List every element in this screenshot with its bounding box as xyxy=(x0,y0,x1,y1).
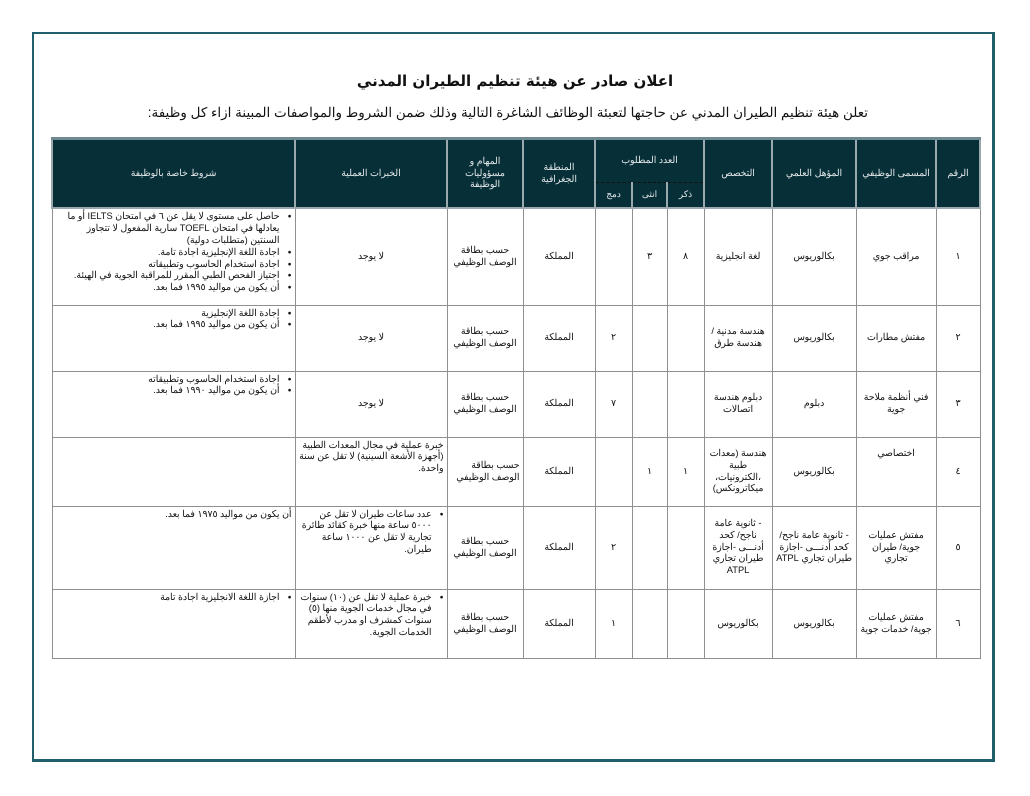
cell-specialization: - ثانوية عامة ناجح/ كحد أدنـــى -اجازة طيران تجاري ATPL xyxy=(704,506,772,589)
experience-list xyxy=(299,592,444,640)
cell-experience: خبرة عملية في مجال المعدات الطبية (أجهزة الأشعة السينية) لا تقل عن سنة واحدة. xyxy=(295,437,447,506)
condition-item: ● أن يكون من مواليد ١٩٩٠ فما بعد. xyxy=(56,385,280,397)
cell-region: المملكة xyxy=(523,371,595,437)
condition-item: ● اجادة استخدام الحاسوب وتطبيقاته xyxy=(56,374,280,386)
experience-item: ● خبرة عملية لا تقل عن (١٠) سنوات في مجال خدمات الجوية منها (٥) سنوات كمشرف او مدرب لأطقم الخدمات الجوية. xyxy=(299,592,432,640)
cell-qualification: - ثانوية عامة ناجح/ كحد أدنـــى -اجازة طيران تجاري ATPL xyxy=(772,506,856,589)
header-female: انثى xyxy=(632,183,667,209)
condition-item: ● أن يكون من مواليد ١٩٩٥ فما بعد. xyxy=(56,282,280,294)
cell-male: ١ xyxy=(667,437,704,506)
conditions-list xyxy=(56,211,292,294)
cell-number: ١ xyxy=(936,208,980,305)
cell-male xyxy=(667,506,704,589)
condition-item: ● اجادة اللغة الإنجليزية اجادة تامة. xyxy=(56,247,280,259)
cell-job-title: مراقب جوي xyxy=(856,208,936,305)
cell-specialization: لغة انجليزية xyxy=(704,208,772,305)
header-region: المنطقة الجغرافية xyxy=(523,139,595,209)
cell-number: ٢ xyxy=(936,305,980,371)
header-qualification: المؤهل العلمي xyxy=(772,139,856,209)
condition-item: ● أن يكون من مواليد ١٩٩٥ فما بعد. xyxy=(56,319,280,331)
cell-specialization: هندسة (معدات طبية ،الكترونيات، ميكاترونكس) xyxy=(704,437,772,506)
table-row xyxy=(52,437,980,506)
page-title: اعلان صادر عن هيئة تنظيم الطيران المدني xyxy=(356,72,674,90)
cell-job-title: اختصاصي xyxy=(856,437,936,506)
experience-item: ● عدد ساعات طيران لا تقل عن ٥٠٠٠ ساعة منها خبرة كقائد طائرة تجارية لا تقل عن ١٠٠٠ ساعة طيران. xyxy=(299,509,432,557)
cell-male xyxy=(667,589,704,658)
cell-specialization: دبلوم هندسة اتصالات xyxy=(704,371,772,437)
cell-specialization: هندسة مدنية / هندسة طرق xyxy=(704,305,772,371)
cell-mixed: ٢ xyxy=(595,506,632,589)
table-row xyxy=(52,506,980,589)
cell-female xyxy=(632,589,667,658)
cell-mixed xyxy=(595,208,632,305)
cell-qualification: بكالوريوس xyxy=(772,437,856,506)
cell-job-title: مفتش عمليات جوية/ خدمات جوية xyxy=(856,589,936,658)
cell-region: المملكة xyxy=(523,208,595,305)
cell-duties: حسب بطاقة الوصف الوظيفي xyxy=(447,371,523,437)
cell-number: ٤ xyxy=(936,437,980,506)
cell-duties: حسب بطاقة الوصف الوظيفي xyxy=(447,437,523,506)
header-mixed: دمج xyxy=(595,183,632,209)
intro-text: تعلن هيئة تنظيم الطيران المدني عن حاجتها لتعبئة الوظائف الشاغرة التالية وذلك ضمن الشروط والمواصفات المبينة ازاء كل وظيفة: xyxy=(147,105,868,120)
conditions-list xyxy=(56,374,292,398)
cell-male: ٨ xyxy=(667,208,704,305)
conditions-list xyxy=(56,592,292,604)
condition-item: ● اجتياز الفحص الطبي المقرر للمراقبة الجوية في الهيئة. xyxy=(56,270,280,282)
condition-item: ● حاصل على مستوى لا يقل عن ٦ في امتحان IELTS أو ما يعادلها في امتحان TOEFL سارية المفعول لا تتجاوز السنتين (متطلبات دولية) xyxy=(56,211,280,247)
cell-conditions xyxy=(52,208,295,305)
cell-conditions xyxy=(52,371,295,437)
header-experience: الخبرات العملية xyxy=(295,139,447,209)
cell-experience: لا يوجد xyxy=(295,305,447,371)
condition-item: ● اجادة اللغة الإنجليزية xyxy=(56,308,280,320)
header-male: ذكر xyxy=(667,183,704,209)
cell-job-title: مفتش عمليات جوية/ طيران تجاري xyxy=(856,506,936,589)
cell-experience: لا يوجد xyxy=(295,371,447,437)
cell-female xyxy=(632,305,667,371)
cell-female xyxy=(632,371,667,437)
cell-number: ٥ xyxy=(936,506,980,589)
cell-mixed: ٧ xyxy=(595,371,632,437)
table-row xyxy=(52,208,980,305)
cell-qualification: دبلوم xyxy=(772,371,856,437)
cell-experience: لا يوجد xyxy=(295,208,447,305)
cell-mixed: ١ xyxy=(595,589,632,658)
experience-list xyxy=(299,509,444,557)
header-specialization: التخصص xyxy=(704,139,772,209)
vacancies-table xyxy=(51,137,981,659)
conditions-list xyxy=(56,308,292,332)
cell-duties: حسب بطاقة الوصف الوظيفي xyxy=(447,305,523,371)
cell-conditions xyxy=(52,589,295,658)
cell-duties: حسب بطاقة الوصف الوظيفي xyxy=(447,208,523,305)
cell-specialization: بكالوريوس xyxy=(704,589,772,658)
header-number: الرقم xyxy=(936,139,980,209)
cell-number: ٦ xyxy=(936,589,980,658)
cell-female xyxy=(632,506,667,589)
cell-mixed xyxy=(595,437,632,506)
cell-job-title: مفتش مطارات xyxy=(856,305,936,371)
cell-duties: حسب بطاقة الوصف الوظيفي xyxy=(447,506,523,589)
cell-job-title: فني أنظمة ملاحة جوية xyxy=(856,371,936,437)
table-row xyxy=(52,305,980,371)
condition-item: ● اجادة استخدام الحاسوب وتطبيقاته xyxy=(56,259,280,271)
cell-male xyxy=(667,305,704,371)
cell-region: المملكة xyxy=(523,506,595,589)
cell-number: ٣ xyxy=(936,371,980,437)
cell-qualification: بكالوريوس xyxy=(772,305,856,371)
cell-experience xyxy=(295,506,447,589)
table-row xyxy=(52,371,980,437)
header-required-count: العدد المطلوب xyxy=(595,139,704,183)
cell-qualification: بكالوريوس xyxy=(772,589,856,658)
cell-male xyxy=(667,371,704,437)
table-row xyxy=(52,589,980,658)
cell-experience xyxy=(295,589,447,658)
header-conditions: شروط خاصة بالوظيفة xyxy=(52,139,295,209)
cell-conditions xyxy=(52,305,295,371)
condition-item: ● اجازة اللغة الانجليزية اجادة تامة xyxy=(56,592,280,604)
cell-duties: حسب بطاقة الوصف الوظيفي xyxy=(447,589,523,658)
cell-qualification: بكالوريوس xyxy=(772,208,856,305)
cell-region: المملكة xyxy=(523,589,595,658)
cell-mixed: ٢ xyxy=(595,305,632,371)
header-job-title: المسمى الوظيفي xyxy=(856,139,936,209)
cell-conditions xyxy=(52,437,295,506)
cell-female: ٣ xyxy=(632,208,667,305)
header-duties: المهام و مسؤوليات الوظيفة xyxy=(447,139,523,209)
cell-region: المملكة xyxy=(523,305,595,371)
cell-region: المملكة xyxy=(523,437,595,506)
cell-female: ١ xyxy=(632,437,667,506)
cell-conditions: أن يكون من مواليد ١٩٧٥ فما بعد. xyxy=(52,506,295,589)
